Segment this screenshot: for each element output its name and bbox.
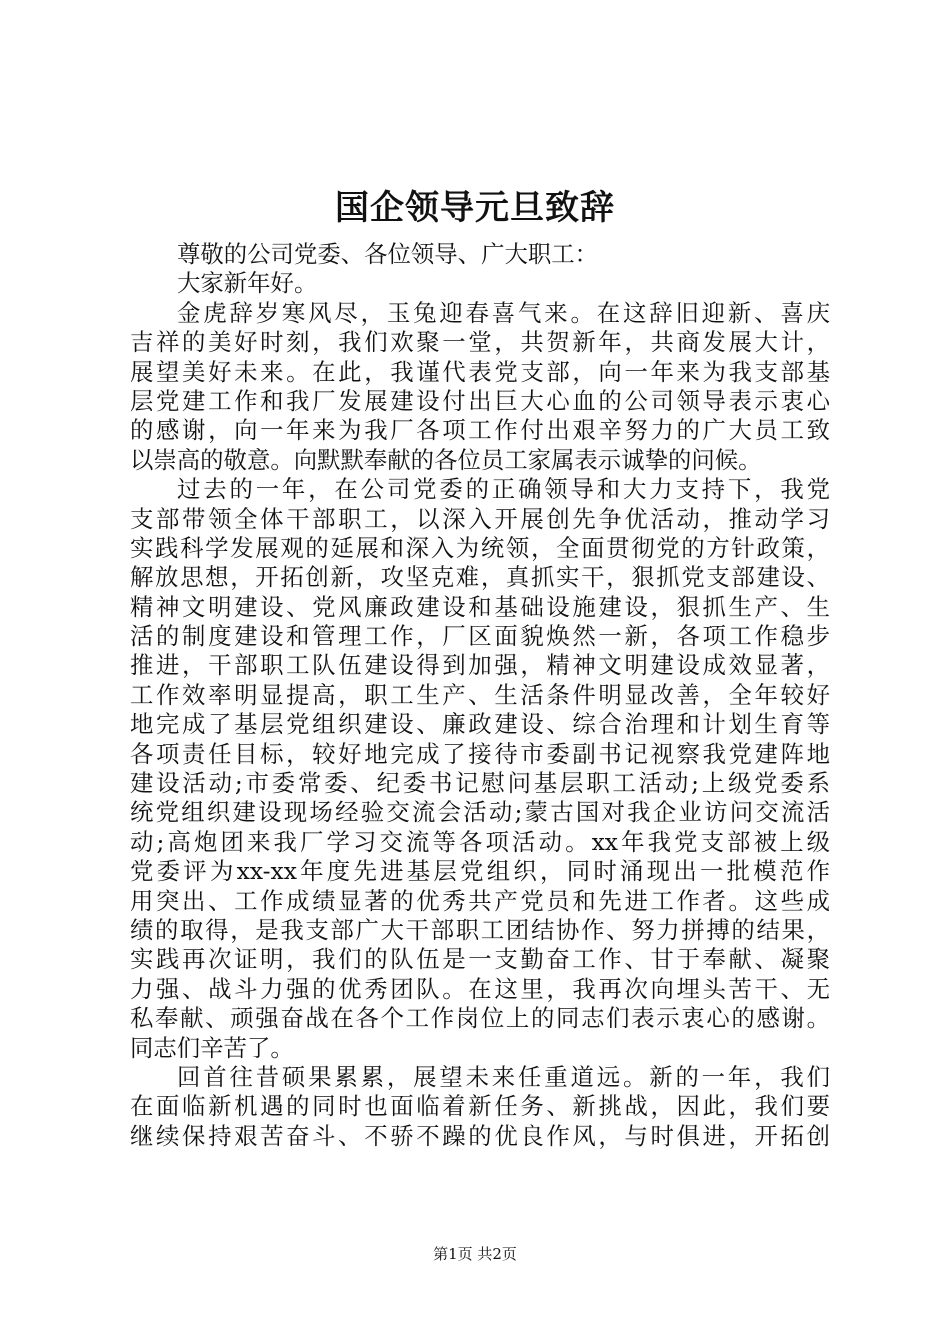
body-line: 实践再次证明，我们的队伍是一支勤奋工作、甘于奉献、凝聚 xyxy=(130,945,830,974)
body-line: 动;高炮团来我厂学习交流等各项活动。xx年我党支部被上级 xyxy=(130,827,830,856)
body-line: 解放思想，开拓创新，攻坚克难，真抓实干，狠抓党支部建设、 xyxy=(130,563,830,592)
body-line: 同志们辛苦了。 xyxy=(130,1033,294,1062)
body-line: 继续保持艰苦奋斗、不骄不躁的优良作风，与时俱进，开拓创 xyxy=(130,1121,830,1150)
body-line: 地完成了基层党组织建设、廉政建设、综合治理和计划生育等 xyxy=(130,710,830,739)
body-line: 各项责任目标，较好地完成了接待市委副书记视察我党建阵地 xyxy=(130,739,830,768)
body-line: 活的制度建设和管理工作，厂区面貌焕然一新，各项工作稳步 xyxy=(130,622,830,651)
body-line: 支部带领全体干部职工，以深入开展创先争优活动，推动学习 xyxy=(130,504,830,533)
page-footer: 第1页 共2页 xyxy=(433,1245,517,1263)
body-line: 大家新年好。 xyxy=(177,269,318,298)
document-body xyxy=(130,240,830,1151)
body-line: 实践科学发展观的延展和深入为统领，全面贯彻党的方针政策， xyxy=(130,533,830,562)
document-title: 国企领导元旦致辞 xyxy=(335,188,615,228)
body-line: 过去的一年，在公司党委的正确领导和大力支持下，我党 xyxy=(177,475,830,504)
body-line: 以崇高的敬意。向默默奉献的各位员工家属表示诚挚的问候。 xyxy=(130,445,762,474)
body-line: 吉祥的美好时刻，我们欢聚一堂，共贺新年，共商发展大计， xyxy=(130,328,830,357)
body-line: 用突出、工作成绩显著的优秀共产党员和先进工作者。这些成 xyxy=(130,886,830,915)
body-line: 回首往昔硕果累累，展望未来任重道远。新的一年，我们 xyxy=(177,1062,830,1091)
body-line: 建设活动;市委常委、纪委书记慰问基层职工活动;上级党委系 xyxy=(130,769,830,798)
body-line: 工作效率明显提高，职工生产、生活条件明显改善，全年较好 xyxy=(130,680,830,709)
body-line: 统党组织建设现场经验交流会活动;蒙古国对我企业访问交流活 xyxy=(130,798,830,827)
body-line: 金虎辞岁寒风尽，玉兔迎春喜气来。在这辞旧迎新、喜庆 xyxy=(177,298,830,327)
body-line: 层党建工作和我厂发展建设付出巨大心血的公司领导表示衷心 xyxy=(130,386,830,415)
body-line: 的感谢，向一年来为我厂各项工作付出艰辛努力的广大员工致 xyxy=(130,416,830,445)
body-line: 党委评为xx-xx年度先进基层党组织，同时涌现出一批模范作 xyxy=(130,857,830,886)
body-line: 精神文明建设、党风廉政建设和基础设施建设，狠抓生产、生 xyxy=(130,592,830,621)
body-line: 在面临新机遇的同时也面临着新任务、新挑战，因此，我们要 xyxy=(130,1092,830,1121)
body-line: 力强、战斗力强的优秀团队。在这里，我再次向埋头苦干、无 xyxy=(130,974,830,1003)
body-line: 尊敬的公司党委、各位领导、广大职工： xyxy=(177,240,599,268)
body-line: 绩的取得，是我支部广大干部职工团结协作、努力拼搏的结果， xyxy=(130,915,830,944)
body-line: 私奉献、顽强奋战在各个工作岗位上的同志们表示衷心的感谢。 xyxy=(130,1004,830,1033)
body-line: 推进，干部职工队伍建设得到加强，精神文明建设成效显著， xyxy=(130,651,830,680)
body-line: 展望美好未来。在此，我谨代表党支部，向一年来为我支部基 xyxy=(130,357,830,386)
